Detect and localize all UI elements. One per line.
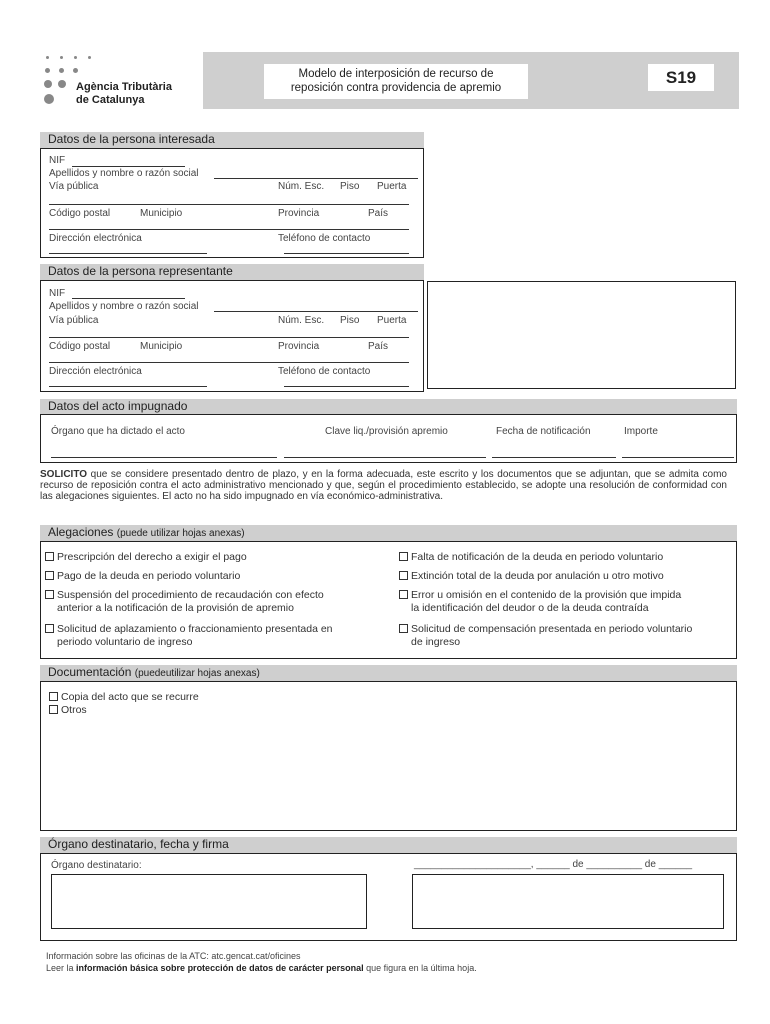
- checkbox[interactable]: [399, 571, 408, 580]
- agency-line2: de Catalunya: [76, 94, 145, 106]
- representante-nif-label: NIF: [49, 288, 66, 299]
- alegacion-label: Falta de notificación de la deuda en periodo voluntario: [411, 551, 664, 563]
- alegacion-item[interactable]: [399, 570, 664, 583]
- footer-pre: Leer la: [46, 963, 77, 973]
- organo-field[interactable]: [51, 874, 367, 929]
- footer-privacy-link[interactable]: información básica sobre protección de datos de carácter personal: [76, 963, 364, 973]
- title-line1: Modelo de interposición de recurso de: [298, 68, 494, 80]
- alegacion-item[interactable]: [45, 623, 333, 649]
- documentacion-item[interactable]: [49, 691, 199, 704]
- documentacion-heading: [40, 665, 737, 681]
- interesada-municipio-label: Municipio: [140, 208, 183, 219]
- solicito-text: que se considere presentado dentro de plazo, y en la forma adecuada, este escrito y los documentos que se adjuntan, que se admita como recurso de reposición contra el acto administrativo mencionado y que, según el procedimiento establecido, se adopte una resolución de conformidad con las alegaciones siguientes. El acto no ha sido impugnado en vía económico-administrativa.: [40, 469, 727, 502]
- representante-heading: Datos de la persona representante: [40, 264, 424, 280]
- interesada-email-label: Dirección electrónica: [49, 233, 142, 244]
- form-code: S19: [648, 64, 714, 91]
- documentacion-item[interactable]: [49, 704, 199, 717]
- alegacion-label: anterior a la notificación de la provisión de apremio: [57, 602, 294, 614]
- alegacion-label: Pago de la deuda en periodo voluntario: [57, 570, 241, 582]
- representante-cp-field[interactable]: [49, 362, 409, 363]
- footer-line1: Información sobre las oficinas de la ATC: atc.gencat.cat/oficines: [46, 951, 301, 961]
- checkbox[interactable]: [399, 552, 408, 561]
- solicito-bold: SOLICITO: [40, 469, 88, 480]
- interesada-apellidos-label: Apellidos y nombre o razón social: [49, 168, 199, 179]
- representante-nif-field[interactable]: [72, 298, 185, 299]
- alegacion-item[interactable]: [399, 623, 692, 649]
- interesada-nif-field[interactable]: [72, 166, 185, 167]
- interesada-provincia-label: Provincia: [278, 208, 320, 219]
- acto-heading: Datos del acto impugnado: [40, 399, 737, 414]
- interesada-numesc-label: Núm. Esc.: [278, 181, 325, 192]
- representante-municipio-label: Municipio: [140, 341, 183, 352]
- agency-name: [76, 81, 172, 107]
- interesada-telefono-label: Teléfono de contacto: [278, 233, 371, 244]
- acto-fecha-field[interactable]: [492, 457, 616, 458]
- alegacion-label: Prescripción del derecho a exigir el pago: [57, 551, 247, 563]
- alegacion-item[interactable]: [399, 589, 681, 615]
- representante-provincia-label: Provincia: [278, 341, 320, 352]
- acto-fecha-label: Fecha de notificación: [496, 426, 591, 437]
- footer-post: que figura en la última hoja.: [363, 963, 477, 973]
- representante-pais-label: País: [368, 341, 389, 352]
- interesada-telefono-field[interactable]: [284, 253, 409, 254]
- organo-label: Órgano destinatario:: [51, 860, 142, 871]
- title-line2: reposición contra providencia de apremio: [290, 82, 502, 94]
- checkbox[interactable]: [45, 571, 54, 580]
- interesada-via-label: Vía pública: [49, 181, 99, 192]
- checkbox[interactable]: [399, 590, 408, 599]
- alegacion-item[interactable]: [45, 589, 324, 615]
- alegacion-label: Extinción total de la deuda por anulación u otro motivo: [411, 570, 664, 582]
- acto-clave-label: Clave liq./provisión apremio: [325, 426, 448, 437]
- documentacion-label: Otros: [61, 704, 87, 716]
- documentacion-label: Copia del acto que se recurre: [61, 691, 199, 703]
- interesada-heading: Datos de la persona interesada: [40, 132, 424, 148]
- interesada-apellidos-field[interactable]: [214, 178, 418, 179]
- acto-organo-label: Órgano que ha dictado el acto: [51, 426, 185, 437]
- representante-via-label: Vía pública: [49, 315, 99, 326]
- acto-box: [40, 414, 737, 463]
- documentacion-note: (puedeutilizar hojas anexas): [134, 668, 260, 679]
- checkbox[interactable]: [45, 552, 54, 561]
- acto-clave-field[interactable]: [284, 457, 486, 458]
- documentacion-items: [49, 691, 199, 717]
- acto-importe-field[interactable]: [622, 457, 734, 458]
- representante-telefono-label: Teléfono de contacto: [278, 366, 371, 377]
- representante-email-label: Dirección electrónica: [49, 366, 142, 377]
- representante-via-field[interactable]: [49, 337, 409, 338]
- alegaciones-title: Alegaciones: [48, 525, 114, 539]
- representante-numesc-label: Núm. Esc.: [278, 315, 325, 326]
- representante-cp-label: Código postal: [49, 341, 111, 352]
- alegacion-label: la identificación del deudor o de la deuda contraída: [411, 602, 649, 614]
- alegacion-item[interactable]: [45, 551, 247, 564]
- interesada-puerta-label: Puerta: [377, 181, 407, 192]
- checkbox[interactable]: [399, 624, 408, 633]
- signature-field[interactable]: [412, 874, 724, 929]
- representante-piso-label: Piso: [340, 315, 360, 326]
- interesada-cp-label: Código postal: [49, 208, 111, 219]
- checkbox[interactable]: [45, 624, 54, 633]
- representante-apellidos-label: Apellidos y nombre o razón social: [49, 301, 199, 312]
- interesada-email-field[interactable]: [49, 253, 207, 254]
- representante-email-field[interactable]: [49, 386, 207, 387]
- representante-apellidos-field[interactable]: [214, 311, 418, 312]
- form-title: [264, 64, 528, 99]
- alegacion-label: de ingreso: [411, 636, 461, 648]
- checkbox[interactable]: [49, 705, 58, 714]
- solicito-paragraph: [40, 469, 727, 502]
- alegacion-item[interactable]: [399, 551, 663, 564]
- registro-box: [427, 281, 736, 389]
- checkbox[interactable]: [45, 590, 54, 599]
- agency-line1: Agència Tributària: [76, 81, 172, 93]
- representante-puerta-label: Puerta: [377, 315, 407, 326]
- acto-organo-field[interactable]: [51, 457, 277, 458]
- interesada-nif-label: NIF: [49, 155, 66, 166]
- footer: [46, 950, 477, 974]
- documentacion-title: Documentación: [48, 665, 132, 679]
- alegaciones-heading: [40, 525, 737, 541]
- alegaciones-note: (puede utilizar hojas anexas): [116, 528, 245, 539]
- alegacion-label: periodo voluntario de ingreso: [57, 636, 193, 648]
- alegacion-label: Solicitud de compensación presentada en periodo voluntario: [411, 623, 693, 635]
- interesada-pais-label: País: [368, 208, 389, 219]
- organo-heading: Órgano destinatario, fecha y firma: [40, 837, 737, 853]
- alegacion-label: Error u omisión en el contenido de la provisión que impida: [411, 589, 682, 601]
- acto-importe-label: Importe: [624, 426, 658, 437]
- representante-telefono-field[interactable]: [284, 386, 409, 387]
- alegacion-label: Suspensión del procedimiento de recaudación con efecto: [57, 589, 324, 601]
- alegacion-item[interactable]: [45, 570, 240, 583]
- date-line: _____________________, ______ de __________ de ______: [414, 859, 693, 870]
- interesada-via-field[interactable]: [49, 204, 409, 205]
- checkbox[interactable]: [49, 692, 58, 701]
- interesada-piso-label: Piso: [340, 181, 360, 192]
- alegacion-label: Solicitud de aplazamiento o fraccionamiento presentada en: [57, 623, 333, 635]
- footer-line2: [46, 962, 477, 974]
- interesada-cp-field[interactable]: [49, 229, 409, 230]
